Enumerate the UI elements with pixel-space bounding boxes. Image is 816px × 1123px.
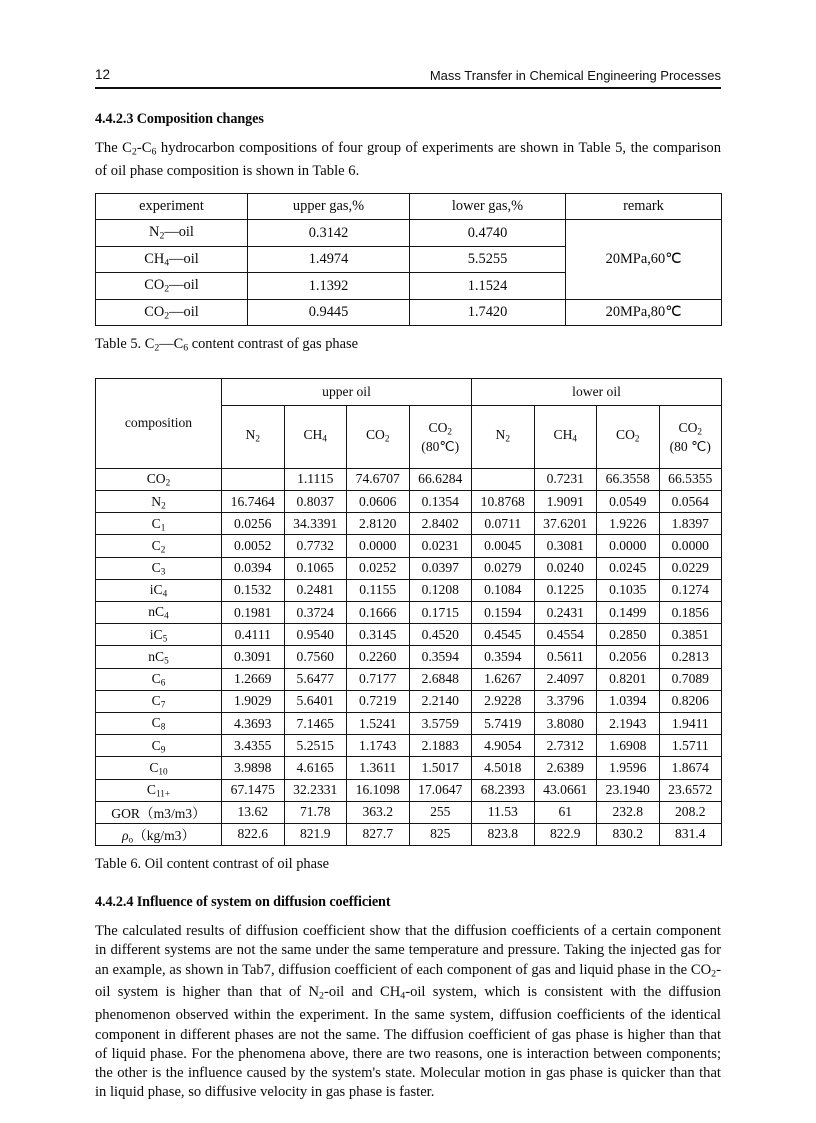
cell-value: 0.1594: [472, 602, 535, 624]
col-header-composition: composition: [96, 378, 222, 468]
cell-value: 0.2850: [597, 624, 660, 646]
cell-value: 2.6389: [534, 757, 597, 779]
cell-value: 67.1475: [222, 779, 285, 801]
cell-value: 0.8037: [284, 491, 347, 513]
cell-value: 4.3693: [222, 712, 285, 734]
cell-value: 822.6: [222, 823, 285, 845]
cell-value: 0.3594: [472, 646, 535, 668]
subhead-upper-co2-80c: $CO_2$ (80℃): [409, 405, 472, 468]
cell-value: 0.0397: [409, 557, 472, 579]
cell-value: 66.6284: [409, 468, 472, 490]
cell-upper-gas: 0.3142: [248, 220, 410, 247]
group-header-upper-oil: upper oil: [222, 378, 472, 405]
subhead-upper-ch4: $CH_4$: [284, 405, 347, 468]
cell-value: 0.3145: [347, 624, 410, 646]
subhead-lower-co2: $CO_2$: [597, 405, 660, 468]
cell-experiment: $CO_2—oil$: [96, 273, 248, 300]
cell-upper-gas: 1.4974: [248, 246, 410, 273]
cell-value: 0.1532: [222, 579, 285, 601]
cell-value: 0.0564: [659, 491, 722, 513]
cell-value: 2.6848: [409, 668, 472, 690]
cell-component-label: $C_{11+}$: [96, 779, 222, 801]
cell-component-label: $iC_5$: [96, 624, 222, 646]
cell-value: 1.9411: [659, 712, 722, 734]
cell-value: 1.9091: [534, 491, 597, 513]
cell-value: 0.4520: [409, 624, 472, 646]
cell-value: 0.7732: [284, 535, 347, 557]
cell-value: 61: [534, 801, 597, 823]
table-row: [96, 557, 722, 579]
cell-value: 0.4545: [472, 624, 535, 646]
cell-value: 1.6267: [472, 668, 535, 690]
cell-component-label: $C_8$: [96, 712, 222, 734]
table-header-row: [96, 193, 722, 220]
book-title: Mass Transfer in Chemical Engineering Processes: [429, 67, 721, 83]
cell-value: 2.2140: [409, 690, 472, 712]
cell-value: 0.7560: [284, 646, 347, 668]
cell-value: 0.0711: [472, 513, 535, 535]
cell-value: 831.4: [659, 823, 722, 845]
cell-remark-1: 20MPa,60℃: [566, 220, 722, 300]
cell-remark-2: 20MPa,80℃: [566, 299, 722, 326]
cell-value: 74.6707: [347, 468, 410, 490]
cell-value: [222, 468, 285, 490]
cell-value: 1.8397: [659, 513, 722, 535]
cell-value: 0.1208: [409, 579, 472, 601]
cell-value: 0.1499: [597, 602, 660, 624]
table5-caption: Table 5. $C_2—C_6$ content contrast of gas phase: [95, 336, 358, 354]
cell-value: 1.9596: [597, 757, 660, 779]
cell-value: 4.9054: [472, 735, 535, 757]
cell-experiment: $CH_4—oil$: [96, 246, 248, 273]
cell-value: 1.2669: [222, 668, 285, 690]
col-header-remark: remark: [566, 193, 722, 220]
cell-value: 0.0256: [222, 513, 285, 535]
table6-body: [96, 378, 722, 468]
table-row: [96, 668, 722, 690]
col-header-upper-gas: upper gas,%: [248, 193, 410, 220]
subhead-upper-co2: $CO_2$: [347, 405, 410, 468]
cell-value: 3.4355: [222, 735, 285, 757]
cell-value: 2.1883: [409, 735, 472, 757]
cell-value: 66.5355: [659, 468, 722, 490]
cell-value: 1.5017: [409, 757, 472, 779]
cell-lower-gas: 1.1524: [410, 273, 566, 300]
cell-value: 66.3558: [597, 468, 660, 490]
table-row: [96, 801, 722, 823]
cell-component-label: $C_2$: [96, 535, 222, 557]
group-header-lower-oil: lower oil: [472, 378, 722, 405]
table-row: [96, 712, 722, 734]
cell-value: 0.4554: [534, 624, 597, 646]
cell-value: 4.6165: [284, 757, 347, 779]
running-header: [95, 68, 721, 87]
cell-value: 0.1274: [659, 579, 722, 601]
cell-value: 0.0000: [597, 535, 660, 557]
cell-value: 68.2393: [472, 779, 535, 801]
cell-value: 4.5018: [472, 757, 535, 779]
cell-value: 0.3724: [284, 602, 347, 624]
cell-value: 2.1943: [597, 712, 660, 734]
cell-value: 3.3796: [534, 690, 597, 712]
cell-value: 2.8120: [347, 513, 410, 535]
cell-value: 0.2813: [659, 646, 722, 668]
page-content: [95, 68, 721, 1115]
table-row: [96, 690, 722, 712]
cell-value: 5.6401: [284, 690, 347, 712]
table-row: [96, 579, 722, 601]
cell-value: 13.62: [222, 801, 285, 823]
cell-component-label: $C_6$: [96, 668, 222, 690]
cell-value: 2.9228: [472, 690, 535, 712]
table-row: [96, 757, 722, 779]
cell-value: 16.7464: [222, 491, 285, 513]
cell-value: 10.8768: [472, 491, 535, 513]
cell-value: 0.0240: [534, 557, 597, 579]
cell-value: 17.0647: [409, 779, 472, 801]
cell-upper-gas: 0.9445: [248, 299, 410, 326]
cell-value: 0.1225: [534, 579, 597, 601]
cell-component-label: $C_{10}$: [96, 757, 222, 779]
cell-value: 1.1115: [284, 468, 347, 490]
cell-value: 255: [409, 801, 472, 823]
cell-value: 23.1940: [597, 779, 660, 801]
subhead-lower-co2-80c: $CO_2$ (80 ℃): [659, 405, 722, 468]
table6-data-rows: [96, 468, 722, 845]
cell-value: 0.0606: [347, 491, 410, 513]
table-row: [96, 602, 722, 624]
cell-value: 825: [409, 823, 472, 845]
cell-component-label: $N_2$: [96, 491, 222, 513]
cell-value: 34.3391: [284, 513, 347, 535]
section-heading-influence-of-system: 4.4.2.4 Influence of system on diffusion coefficient: [95, 894, 391, 911]
cell-value: 0.0052: [222, 535, 285, 557]
cell-value: [472, 468, 535, 490]
cell-value: 1.8674: [659, 757, 722, 779]
cell-value: 0.9540: [284, 624, 347, 646]
cell-value: 0.1065: [284, 557, 347, 579]
cell-component-label: $nC_5$: [96, 646, 222, 668]
cell-value: 0.0252: [347, 557, 410, 579]
cell-value: 821.9: [284, 823, 347, 845]
cell-value: 0.3091: [222, 646, 285, 668]
cell-value: 71.78: [284, 801, 347, 823]
table-row: [96, 220, 722, 247]
subhead-lower-ch4: $CH_4$: [534, 405, 597, 468]
subhead-lower-n2: $N_2$: [472, 405, 535, 468]
cell-value: 5.2515: [284, 735, 347, 757]
col-header-lower-gas: lower gas,%: [410, 193, 566, 220]
cell-value: 2.7312: [534, 735, 597, 757]
cell-value: 43.0661: [534, 779, 597, 801]
cell-component-label: $C_7$: [96, 690, 222, 712]
cell-value: 0.1354: [409, 491, 472, 513]
cell-value: 0.1666: [347, 602, 410, 624]
cell-value: 0.7219: [347, 690, 410, 712]
cell-value: 0.4111: [222, 624, 285, 646]
cell-value: 0.8201: [597, 668, 660, 690]
cell-value: 0.1155: [347, 579, 410, 601]
cell-value: 37.6201: [534, 513, 597, 535]
cell-value: 0.7231: [534, 468, 597, 490]
table-row: [96, 823, 722, 845]
cell-value: 0.5611: [534, 646, 597, 668]
cell-value: 16.1098: [347, 779, 410, 801]
cell-component-label: $CO_2$: [96, 468, 222, 490]
cell-component-label: $C_1$: [96, 513, 222, 535]
cell-value: 0.0045: [472, 535, 535, 557]
cell-value: 1.5241: [347, 712, 410, 734]
cell-component-label: GOR（m3/m3）: [96, 801, 222, 823]
cell-value: 0.1035: [597, 579, 660, 601]
table-gas-phase-content: [95, 193, 722, 327]
table6-caption: Table 6. Oil content contrast of oil phase: [95, 856, 329, 873]
cell-value: 1.9029: [222, 690, 285, 712]
cell-value: 0.0279: [472, 557, 535, 579]
cell-upper-gas: 1.1392: [248, 273, 410, 300]
cell-value: 5.7419: [472, 712, 535, 734]
cell-component-label: $\rho_o(kg/m3)$: [96, 823, 222, 845]
cell-value: 827.7: [347, 823, 410, 845]
cell-value: 0.0394: [222, 557, 285, 579]
cell-value: 0.3851: [659, 624, 722, 646]
cell-value: 823.8: [472, 823, 535, 845]
cell-value: 0.0000: [659, 535, 722, 557]
cell-value: 0.0231: [409, 535, 472, 557]
cell-value: 0.8206: [659, 690, 722, 712]
cell-value: 0.2056: [597, 646, 660, 668]
cell-value: 0.3081: [534, 535, 597, 557]
cell-value: 0.2431: [534, 602, 597, 624]
cell-component-label: $C_3$: [96, 557, 222, 579]
table-row: [96, 735, 722, 757]
cell-value: 0.0000: [347, 535, 410, 557]
page-number: 12: [95, 67, 111, 82]
cell-value: 3.9898: [222, 757, 285, 779]
cell-value: 0.1981: [222, 602, 285, 624]
cell-value: 0.1084: [472, 579, 535, 601]
cell-value: 1.0394: [597, 690, 660, 712]
cell-component-label: $nC_4$: [96, 602, 222, 624]
cell-value: 830.2: [597, 823, 660, 845]
cell-value: 0.7177: [347, 668, 410, 690]
table-oil-phase-content: [95, 378, 722, 846]
header-rule: [95, 87, 721, 89]
cell-value: 11.53: [472, 801, 535, 823]
cell-value: 1.1743: [347, 735, 410, 757]
table6-group-header-row: [96, 378, 722, 405]
cell-value: 208.2: [659, 801, 722, 823]
cell-value: 1.6908: [597, 735, 660, 757]
cell-value: 363.2: [347, 801, 410, 823]
table-row: [96, 491, 722, 513]
cell-value: 7.1465: [284, 712, 347, 734]
table-row: [96, 468, 722, 490]
table-row: [96, 513, 722, 535]
cell-value: 2.8402: [409, 513, 472, 535]
cell-lower-gas: 5.5255: [410, 246, 566, 273]
cell-value: 32.2331: [284, 779, 347, 801]
cell-value: 5.6477: [284, 668, 347, 690]
paragraph-diffusion-coefficient: The calculated results of diffusion coefficient show that the diffusion coefficients of a certain component in different systems are not the same under the same temperature and pressure. Taking the injected gas for an example, as shown in Tab7, diffusion coefficient of each component of gas and liquid phase in the $CO_2$-oil system is higher than that of $N_2$-oil and $CH_4$-oil system, which is consistent with the diffusion phenomenon observed within the experiment. In the same system, diffusion coefficients of the identical component in different phases are not the same. The diffusion coefficient of gas phase is higher than that of liquid phase. For the phenomena above, there are two reasons, one is interaction between components; the other is the influence caused by the system's state. Molecular motion in gas phase is quicker than that in liquid phase, so diffusive velocity in gas phase is faster.: [95, 923, 721, 1101]
cell-value: 0.3594: [409, 646, 472, 668]
cell-value: 0.7089: [659, 668, 722, 690]
cell-component-label: $iC_4$: [96, 579, 222, 601]
section-heading-composition-changes: 4.4.2.3 Composition changes: [95, 110, 264, 127]
cell-value: 1.9226: [597, 513, 660, 535]
paragraph-composition-intro: The $C_2-C_6$ hydrocarbon compositions of four group of experiments are shown in Table 5, the comparison of oil phase composition is shown in Table 6.: [95, 139, 721, 179]
cell-value: 0.0229: [659, 557, 722, 579]
cell-value: 3.8080: [534, 712, 597, 734]
cell-component-label: $C_9$: [96, 735, 222, 757]
cell-value: 0.2481: [284, 579, 347, 601]
cell-lower-gas: 1.7420: [410, 299, 566, 326]
col-header-experiment: experiment: [96, 193, 248, 220]
cell-value: 0.1856: [659, 602, 722, 624]
cell-experiment: $CO_2—oil$: [96, 299, 248, 326]
cell-value: 0.0549: [597, 491, 660, 513]
cell-value: 232.8: [597, 801, 660, 823]
cell-value: 0.1715: [409, 602, 472, 624]
cell-experiment: $N_2—oil$: [96, 220, 248, 247]
table-row: [96, 779, 722, 801]
table-row: [96, 624, 722, 646]
cell-value: 2.4097: [534, 668, 597, 690]
cell-value: 1.3611: [347, 757, 410, 779]
cell-value: 822.9: [534, 823, 597, 845]
cell-lower-gas: 0.4740: [410, 220, 566, 247]
table-row: [96, 646, 722, 668]
subhead-upper-n2: $N_2$: [222, 405, 285, 468]
cell-value: 1.5711: [659, 735, 722, 757]
table-row: [96, 535, 722, 557]
cell-value: 0.2260: [347, 646, 410, 668]
table5-body: [96, 193, 722, 326]
cell-value: 0.0245: [597, 557, 660, 579]
cell-value: 23.6572: [659, 779, 722, 801]
cell-value: 3.5759: [409, 712, 472, 734]
table-row: [96, 299, 722, 326]
